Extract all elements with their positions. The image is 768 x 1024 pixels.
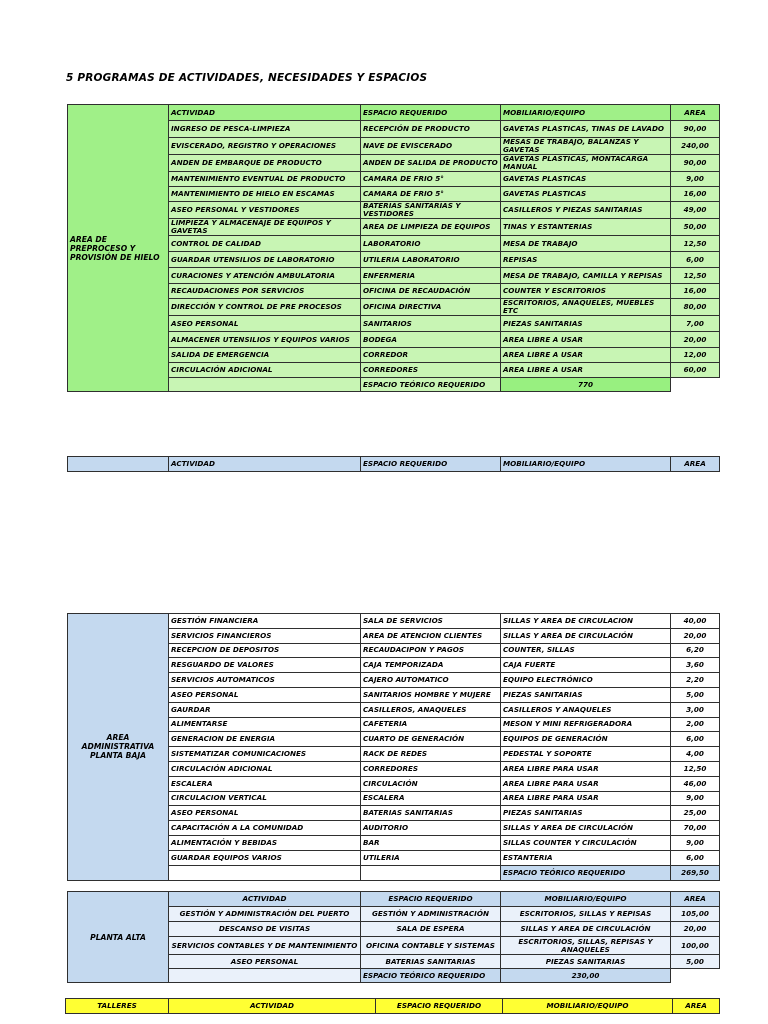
cell-espacio: OFICINA DE RECAUDACIÓN bbox=[361, 284, 501, 299]
section-title: 5 PROGRAMAS DE ACTIVIDADES, NECESIDADES Y ESPACIOS bbox=[66, 72, 428, 84]
cell-espacio: BAR bbox=[361, 835, 501, 850]
cell-mobiliario: AREA LIBRE PARA USAR bbox=[501, 761, 671, 776]
cell-area: 240,00 bbox=[671, 138, 720, 155]
cell-espacio: BATERIAS SANITARIAS bbox=[361, 806, 501, 821]
cell-area: 90,00 bbox=[671, 121, 720, 138]
cell-actividad: SERVICIOS FINANCIEROS bbox=[169, 628, 361, 643]
empty-cell bbox=[169, 378, 361, 392]
cell-mobiliario: COUNTER Y ESCRITORIOS bbox=[501, 284, 671, 299]
cell-mobiliario: SILLAS COUNTER Y CIRCULACIÓN bbox=[501, 835, 671, 850]
cell-actividad: SISTEMATIZAR COMUNICACIONES bbox=[169, 747, 361, 762]
area-label: AREA DE PREPROCESO Y PROVISIÓN DE HIELO bbox=[68, 105, 169, 392]
cell-actividad: ASEO PERSONAL bbox=[169, 955, 361, 969]
talleres-table bbox=[65, 998, 720, 1014]
cell-espacio: NAVE DE EVISCERADO bbox=[361, 138, 501, 155]
planta-alta-table bbox=[67, 891, 720, 983]
area-label: PLANTA ALTA bbox=[68, 892, 169, 983]
cell-actividad: CONTROL DE CALIDAD bbox=[169, 236, 361, 252]
table-header-row bbox=[66, 999, 720, 1014]
cell-mobiliario: ESCRITORIOS, ANAQUELES, MUEBLES ETC bbox=[501, 299, 671, 316]
cell-espacio: BATERIAS SANITARIAS bbox=[361, 955, 501, 969]
cell-espacio: GESTIÓN Y ADMINISTRACIÓN bbox=[361, 907, 501, 922]
cell-actividad: CIRCULACIÓN ADICIONAL bbox=[169, 363, 361, 378]
header-actividad: ACTIVIDAD bbox=[169, 892, 361, 907]
cell-espacio: OFICINA CONTABLE Y SISTEMAS bbox=[361, 937, 501, 955]
cell-espacio: CORREDORES bbox=[361, 363, 501, 378]
cell-area: 3,00 bbox=[671, 702, 720, 717]
empty-cell bbox=[169, 865, 361, 880]
cell-actividad: ASEO PERSONAL bbox=[169, 687, 361, 702]
cell-area: 7,00 bbox=[671, 316, 720, 332]
cell-espacio: CIRCULACIÓN bbox=[361, 776, 501, 791]
cell-actividad: SERVICIOS CONTABLES Y DE MANTENIMIENTO bbox=[169, 937, 361, 955]
cell-area: 5,00 bbox=[671, 687, 720, 702]
cell-area: 50,00 bbox=[671, 219, 720, 236]
cell-actividad: GUARDAR EQUIPOS VARIOS bbox=[169, 850, 361, 865]
cell-area: 40,00 bbox=[671, 614, 720, 629]
cell-mobiliario: MESA DE TRABAJO bbox=[501, 236, 671, 252]
cell-espacio: CUARTO DE GENERACIÓN bbox=[361, 732, 501, 747]
cell-espacio: CAFETERIA bbox=[361, 717, 501, 732]
header-espacio: ESPACIO REQUERIDO bbox=[361, 105, 501, 121]
cell-actividad: ALIMENTARSE bbox=[169, 717, 361, 732]
cell-mobiliario: CASILLEROS Y PIEZAS SANITARIAS bbox=[501, 202, 671, 219]
cell-espacio: ANDEN DE SALIDA DE PRODUCTO bbox=[361, 155, 501, 172]
cell-mobiliario: PIEZAS SANITARIAS bbox=[501, 316, 671, 332]
header-area: AREA bbox=[671, 457, 720, 472]
cell-mobiliario: MESON Y MINI REFRIGERADORA bbox=[501, 717, 671, 732]
cell-actividad: SALIDA DE EMERGENCIA bbox=[169, 348, 361, 363]
cell-mobiliario: REPISAS bbox=[501, 252, 671, 268]
cell-espacio: LABORATORIO bbox=[361, 236, 501, 252]
cell-espacio: SALA DE SERVICIOS bbox=[361, 614, 501, 629]
table-row bbox=[68, 614, 720, 629]
cell-actividad: DIRECCIÓN Y CONTROL DE PRE PROCESOS bbox=[169, 299, 361, 316]
cell-espacio: SANITARIOS HOMBRE Y MUJERE bbox=[361, 687, 501, 702]
cell-area: 16,00 bbox=[671, 284, 720, 299]
cell-actividad: CAPACITACIÓN A LA COMUNIDAD bbox=[169, 821, 361, 836]
cell-area: 12,50 bbox=[671, 761, 720, 776]
table-header-row bbox=[68, 105, 720, 121]
cell-actividad: GUARDAR UTENSILIOS DE LABORATORIO bbox=[169, 252, 361, 268]
header-area: AREA bbox=[671, 892, 720, 907]
cell-area: 16,00 bbox=[671, 187, 720, 202]
cell-mobiliario: SILLAS Y AREA DE CIRCULACIÓN bbox=[501, 628, 671, 643]
cell-area: 9,00 bbox=[671, 835, 720, 850]
cell-area: 49,00 bbox=[671, 202, 720, 219]
cell-mobiliario: PIEZAS SANITARIAS bbox=[501, 687, 671, 702]
cell-area: 100,00 bbox=[671, 937, 720, 955]
cell-area: 6,00 bbox=[671, 252, 720, 268]
cell-actividad: RECAUDACIONES POR SERVICIOS bbox=[169, 284, 361, 299]
area-label: TALLERES bbox=[66, 999, 169, 1014]
empty-cell bbox=[68, 457, 169, 472]
header-area: AREA bbox=[673, 999, 720, 1014]
table-header-row bbox=[68, 457, 720, 472]
cell-mobiliario: PEDESTAL Y SOPORTE bbox=[501, 747, 671, 762]
cell-area: 12,00 bbox=[671, 348, 720, 363]
cell-mobiliario: AREA LIBRE PARA USAR bbox=[501, 776, 671, 791]
cell-actividad: GESTIÓN Y ADMINISTRACIÓN DEL PUERTO bbox=[169, 907, 361, 922]
cell-espacio: RECEPCIÓN DE PRODUCTO bbox=[361, 121, 501, 138]
cell-mobiliario: MESAS DE TRABAJO, BALANZAS Y GAVETAS bbox=[501, 138, 671, 155]
cell-actividad: ALIMENTACIÓN Y BEBIDAS bbox=[169, 835, 361, 850]
cell-mobiliario: AREA LIBRE A USAR bbox=[501, 348, 671, 363]
cell-mobiliario: ESTANTERIA bbox=[501, 850, 671, 865]
cell-actividad: MANTENIMIENTO DE HIELO EN ESCAMAS bbox=[169, 187, 361, 202]
cell-area: 90,00 bbox=[671, 155, 720, 172]
table-header-row bbox=[68, 892, 720, 907]
cell-espacio: CORREDORES bbox=[361, 761, 501, 776]
cell-actividad: GAURDAR bbox=[169, 702, 361, 717]
cell-mobiliario: TINAS Y ESTANTERIAS bbox=[501, 219, 671, 236]
cell-espacio: SALA DE ESPERA bbox=[361, 922, 501, 937]
cell-espacio: UTILERIA LABORATORIO bbox=[361, 252, 501, 268]
header-espacio: ESPACIO REQUERIDO bbox=[376, 999, 503, 1014]
cell-area: 60,00 bbox=[671, 363, 720, 378]
cell-mobiliario: AREA LIBRE A USAR bbox=[501, 363, 671, 378]
cell-area: 3,60 bbox=[671, 658, 720, 673]
cell-espacio: SANITARIOS bbox=[361, 316, 501, 332]
cell-actividad: ASEO PERSONAL Y VESTIDORES bbox=[169, 202, 361, 219]
cell-mobiliario: SILLAS Y AREA DE CIRCULACIÓN bbox=[501, 821, 671, 836]
cell-actividad: RESGUARDO DE VALORES bbox=[169, 658, 361, 673]
cell-mobiliario: SILLAS Y AREA DE CIRCULACION bbox=[501, 614, 671, 629]
cell-area: 70,00 bbox=[671, 821, 720, 836]
cell-area: 6,20 bbox=[671, 643, 720, 658]
cell-actividad: CURACIONES Y ATENCIÓN AMBULATORIA bbox=[169, 268, 361, 284]
cell-mobiliario: GAVETAS PLASTICAS bbox=[501, 187, 671, 202]
area-label: AREA ADMINISTRATIVA PLANTA BAJA bbox=[68, 614, 169, 881]
cell-espacio: AREA DE ATENCION CLIENTES bbox=[361, 628, 501, 643]
cell-mobiliario: EQUIPO ELECTRÓNICO bbox=[501, 673, 671, 688]
cell-area: 2,00 bbox=[671, 717, 720, 732]
cell-area: 20,00 bbox=[671, 628, 720, 643]
cell-area: 4,00 bbox=[671, 747, 720, 762]
header-mobiliario: MOBILIARIO/EQUIPO bbox=[501, 457, 671, 472]
cell-mobiliario: CAJA FUERTE bbox=[501, 658, 671, 673]
cell-area: 5,00 bbox=[671, 955, 720, 969]
cell-espacio: OFICINA DIRECTIVA bbox=[361, 299, 501, 316]
cell-espacio: RECAUDACIPON Y PAGOS bbox=[361, 643, 501, 658]
cell-espacio: RACK DE REDES bbox=[361, 747, 501, 762]
cell-espacio: CAMARA DE FRIO 5° bbox=[361, 172, 501, 187]
preproceso-table bbox=[67, 104, 720, 392]
cell-mobiliario: EQUIPOS DE GENERACIÓN bbox=[501, 732, 671, 747]
cell-actividad: LIMPIEZA Y ALMACENAJE DE EQUIPOS Y GAVETAS bbox=[169, 219, 361, 236]
total-value: 770 bbox=[501, 378, 671, 392]
cell-mobiliario: PIEZAS SANITARIAS bbox=[501, 806, 671, 821]
cell-espacio: BODEGA bbox=[361, 332, 501, 348]
cell-actividad: SERVICIOS AUTOMATICOS bbox=[169, 673, 361, 688]
header-only-table bbox=[67, 456, 720, 472]
cell-mobiliario: ESCRITORIOS, SILLAS, REPISAS Y ANAQUELES bbox=[501, 937, 671, 955]
cell-mobiliario: CASILLEROS Y ANAQUELES bbox=[501, 702, 671, 717]
total-label: ESPACIO TEÓRICO REQUERIDO bbox=[361, 969, 501, 983]
cell-area: 9,00 bbox=[671, 172, 720, 187]
cell-area: 20,00 bbox=[671, 332, 720, 348]
cell-mobiliario: GAVETAS PLASTICAS, TINAS DE LAVADO bbox=[501, 121, 671, 138]
header-espacio: ESPACIO REQUERIDO bbox=[361, 457, 501, 472]
cell-area: 2,20 bbox=[671, 673, 720, 688]
cell-espacio: ENFERMERIA bbox=[361, 268, 501, 284]
cell-mobiliario: AREA LIBRE PARA USAR bbox=[501, 791, 671, 806]
cell-espacio: AUDITORIO bbox=[361, 821, 501, 836]
cell-actividad: GESTIÓN FINANCIERA bbox=[169, 614, 361, 629]
cell-espacio: CORREDOR bbox=[361, 348, 501, 363]
total-value: 230,00 bbox=[501, 969, 671, 983]
cell-actividad: INGRESO DE PESCA-LIMPIEZA bbox=[169, 121, 361, 138]
cell-mobiliario: PIEZAS SANITARIAS bbox=[501, 955, 671, 969]
cell-mobiliario: SILLAS Y AREA DE CIRCULACIÓN bbox=[501, 922, 671, 937]
cell-actividad: ESCALERA bbox=[169, 776, 361, 791]
cell-actividad: EVISCERADO, REGISTRO Y OPERACIONES bbox=[169, 138, 361, 155]
cell-area: 46,00 bbox=[671, 776, 720, 791]
cell-actividad: ANDEN DE EMBARQUE DE PRODUCTO bbox=[169, 155, 361, 172]
cell-area: 12,50 bbox=[671, 268, 720, 284]
cell-espacio: AREA DE LIMPIEZA DE EQUIPOS bbox=[361, 219, 501, 236]
cell-actividad: CIRCULACION VERTICAL bbox=[169, 791, 361, 806]
cell-espacio: CAJA TEMPORIZADA bbox=[361, 658, 501, 673]
cell-actividad: ALMACENER UTENSILIOS Y EQUIPOS VARIOS bbox=[169, 332, 361, 348]
cell-area: 80,00 bbox=[671, 299, 720, 316]
cell-area: 105,00 bbox=[671, 907, 720, 922]
cell-mobiliario: GAVETAS PLASTICAS, MONTACARGA MANUAL bbox=[501, 155, 671, 172]
admin-planta-baja-table bbox=[67, 613, 720, 881]
cell-area: 12,50 bbox=[671, 236, 720, 252]
total-label: ESPACIO TEÓRICO REQUERIDO bbox=[361, 378, 501, 392]
cell-espacio: BATERIAS SANITARIAS Y VESTIDORES bbox=[361, 202, 501, 219]
empty-cell bbox=[361, 865, 501, 880]
header-mobiliario: MOBILIARIO/EQUIPO bbox=[501, 105, 671, 121]
cell-area: 6,00 bbox=[671, 850, 720, 865]
cell-area: 20,00 bbox=[671, 922, 720, 937]
cell-espacio: UTILERIA bbox=[361, 850, 501, 865]
cell-mobiliario: GAVETAS PLASTICAS bbox=[501, 172, 671, 187]
cell-area: 9,00 bbox=[671, 791, 720, 806]
empty-cell bbox=[169, 969, 361, 983]
cell-mobiliario: AREA LIBRE A USAR bbox=[501, 332, 671, 348]
header-actividad: ACTIVIDAD bbox=[169, 457, 361, 472]
cell-espacio: CAMARA DE FRIO 5° bbox=[361, 187, 501, 202]
header-actividad: ACTIVIDAD bbox=[169, 105, 361, 121]
cell-area: 25,00 bbox=[671, 806, 720, 821]
cell-mobiliario: ESCRITORIOS, SILLAS Y REPISAS bbox=[501, 907, 671, 922]
cell-actividad: RECEPCION DE DEPOSITOS bbox=[169, 643, 361, 658]
header-espacio: ESPACIO REQUERIDO bbox=[361, 892, 501, 907]
cell-espacio: CASILLEROS, ANAQUELES bbox=[361, 702, 501, 717]
header-area: AREA bbox=[671, 105, 720, 121]
cell-mobiliario: MESA DE TRABAJO, CAMILLA Y REPISAS bbox=[501, 268, 671, 284]
cell-actividad: GENERACION DE ENERGIA bbox=[169, 732, 361, 747]
cell-actividad: ASEO PERSONAL bbox=[169, 806, 361, 821]
cell-espacio: ESCALERA bbox=[361, 791, 501, 806]
total-label: ESPACIO TEÓRICO REQUERIDO bbox=[501, 865, 671, 880]
header-mobiliario: MOBILIARIO/EQUIPO bbox=[503, 999, 673, 1014]
cell-actividad: DESCANSO DE VISITAS bbox=[169, 922, 361, 937]
cell-area: 6,00 bbox=[671, 732, 720, 747]
cell-mobiliario: COUNTER, SILLAS bbox=[501, 643, 671, 658]
header-mobiliario: MOBILIARIO/EQUIPO bbox=[501, 892, 671, 907]
total-value: 269,50 bbox=[671, 865, 720, 880]
cell-espacio: CAJERO AUTOMATICO bbox=[361, 673, 501, 688]
cell-actividad: MANTENIMIENTO EVENTUAL DE PRODUCTO bbox=[169, 172, 361, 187]
header-actividad: ACTIVIDAD bbox=[169, 999, 376, 1014]
cell-actividad: ASEO PERSONAL bbox=[169, 316, 361, 332]
cell-actividad: CIRCULACIÓN ADICIONAL bbox=[169, 761, 361, 776]
